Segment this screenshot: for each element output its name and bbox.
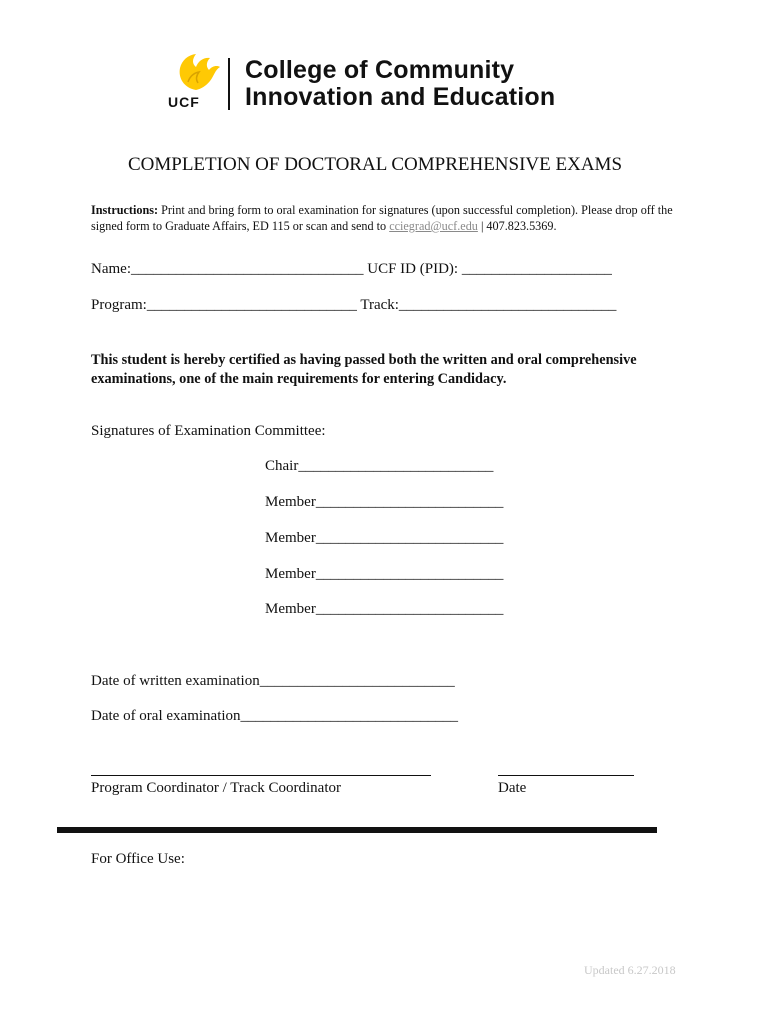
section-divider — [57, 827, 657, 833]
coordinator-signature-line[interactable] — [91, 775, 431, 776]
college-name-line-2: Innovation and Education — [245, 83, 556, 111]
logo-divider — [228, 58, 230, 110]
email-link[interactable]: cciegrad@ucf.edu — [389, 219, 478, 233]
coordinator-date-line[interactable] — [498, 775, 634, 776]
program-field[interactable]: Program:____________________________ — [91, 297, 357, 313]
member-signature-field-1[interactable]: Member_________________________ — [265, 494, 504, 510]
ucf-id-field[interactable]: UCF ID (PID): ____________________ — [367, 261, 612, 277]
ucf-wordmark: UCF — [168, 94, 200, 110]
written-exam-date-field[interactable]: Date of written examination__________________________ — [91, 673, 455, 689]
instructions-text: Print and bring form to oral examination for signatures (upon successful completion). Please drop off the signed form to Graduate Affairs, ED 115 or scan and send to — [91, 203, 673, 233]
certification-statement: This student is hereby certified as having passed both the written and oral comprehensive examinations, one of the main requirements for entering Candidacy. — [91, 352, 637, 387]
instructions-paragraph — [91, 202, 681, 234]
oral-exam-date-field[interactable]: Date of oral examination_____________________________ — [91, 708, 459, 724]
instructions-label: Instructions: — [91, 203, 159, 217]
program-track-row — [91, 297, 616, 314]
college-name-line-1: College of Community — [245, 56, 515, 84]
member-signature-field-4[interactable]: Member_________________________ — [265, 601, 504, 617]
member-signature-field-3[interactable]: Member_________________________ — [265, 566, 504, 582]
phone-text: | 407.823.5369. — [477, 219, 557, 233]
name-field[interactable]: Name:_______________________________ — [91, 261, 364, 277]
member-signature-field-2[interactable]: Member_________________________ — [265, 530, 504, 546]
updated-date: Updated 6.27.2018 — [584, 963, 676, 977]
coordinator-label: Program Coordinator / Track Coordinator — [91, 780, 341, 796]
name-id-row — [91, 261, 612, 278]
document-title: COMPLETION OF DOCTORAL COMPREHENSIVE EXAMS — [127, 154, 623, 175]
date-label: Date — [498, 780, 527, 796]
signatures-heading: Signatures of Examination Committee: — [91, 423, 326, 439]
chair-signature-field[interactable]: Chair__________________________ — [265, 458, 494, 474]
office-use-label: For Office Use: — [91, 851, 185, 867]
track-field[interactable]: Track:_____________________________ — [360, 297, 617, 313]
